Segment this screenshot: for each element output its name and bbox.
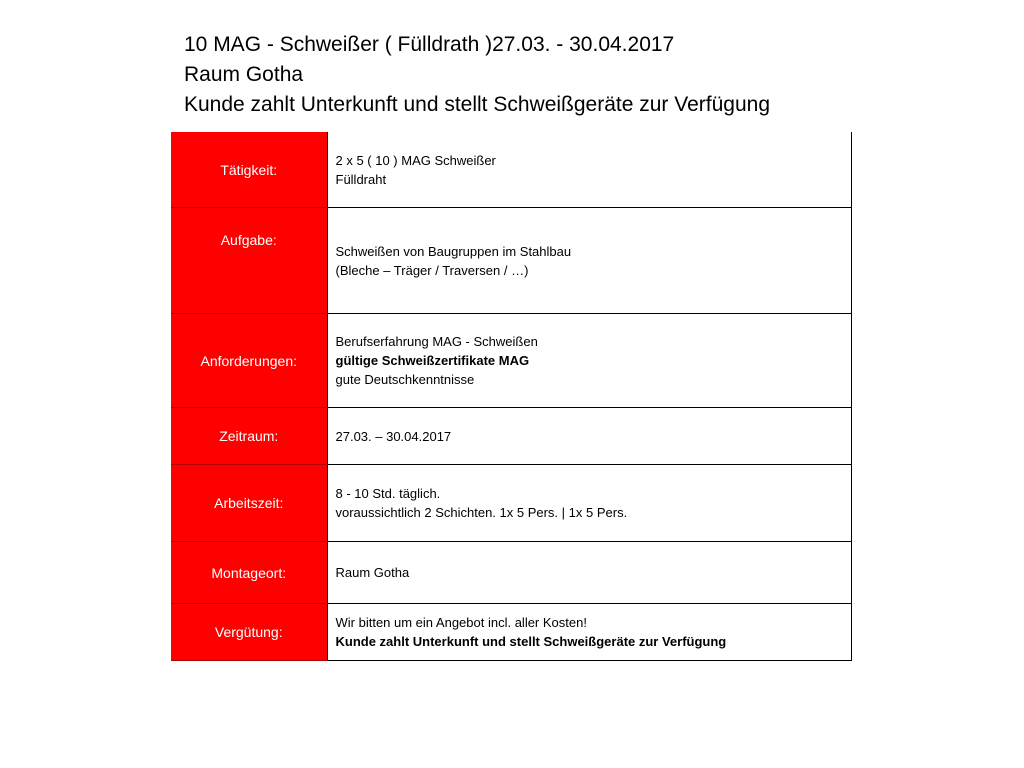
row-value-line: Raum Gotha — [335, 565, 410, 580]
table-row-montageort — [171, 542, 851, 604]
row-value-line: 27.03. – 30.04.2017 — [335, 428, 452, 444]
row-value-line: 2 x 5 ( 10 ) MAG Schweißer — [335, 152, 496, 168]
table-row-anforderungen — [171, 314, 851, 408]
row-label: Vergütung: — [214, 624, 283, 640]
row-value-line: Schweißen von Baugruppen im Stahlbau — [335, 243, 572, 259]
row-label: Zeitraum: — [219, 428, 279, 444]
row-label: Anforderungen: — [200, 352, 298, 369]
row-value-line: Fülldraht — [335, 171, 387, 187]
row-value-line: Wir bitten um ein Angebot incl. aller Kosten! — [335, 615, 587, 630]
row-value-line: gute Deutschkenntnisse — [335, 372, 475, 387]
row-value-line: (Bleche – Träger / Traversen / …) — [335, 262, 529, 278]
row-label-cell — [171, 314, 327, 408]
title-line-conditions: Kunde zahlt Unterkunft und stellt Schweißgeräte zur Verfügung — [184, 93, 771, 116]
row-label-cell — [171, 465, 327, 542]
row-label: Montageort: — [211, 564, 287, 581]
table-row-taetigkeit — [171, 132, 851, 208]
row-value-cell — [327, 542, 851, 604]
job-details-table — [171, 132, 852, 661]
row-label-cell — [171, 132, 327, 208]
table-row-verguetung — [171, 604, 851, 661]
row-value-cell — [327, 604, 851, 661]
row-value-cell — [327, 314, 851, 408]
row-label: Arbeitszeit: — [214, 495, 284, 511]
row-label: Aufgabe: — [220, 232, 277, 248]
table-row-zeitraum — [171, 408, 851, 465]
row-value-cell — [327, 132, 851, 208]
row-label: Tätigkeit: — [220, 161, 278, 178]
table-row-aufgabe — [171, 208, 851, 314]
title-line-location: Raum Gotha — [184, 63, 304, 86]
slide-title — [184, 30, 1004, 120]
row-label-cell — [171, 408, 327, 465]
title-line-job: 10 MAG - Schweißer ( Fülldrath )27.03. - 30.04.2017 — [184, 33, 675, 56]
row-label-cell — [171, 542, 327, 604]
row-value-line: 8 - 10 Std. täglich. — [335, 486, 441, 501]
row-value-line: voraussichtlich 2 Schichten. 1x 5 Pers. | 1x 5 Pers. — [335, 505, 628, 520]
row-value-line-bold: Kunde zahlt Unterkunft und stellt Schweißgeräte zur Verfügung — [335, 634, 727, 649]
row-label-cell — [171, 208, 327, 314]
row-value-cell — [327, 408, 851, 465]
row-value-line: Berufserfahrung MAG - Schweißen — [335, 334, 538, 349]
row-value-cell — [327, 208, 851, 314]
table-row-arbeitszeit — [171, 465, 851, 542]
row-label-cell — [171, 604, 327, 661]
row-value-line-bold: gültige Schweißzertifikate MAG — [335, 353, 530, 368]
row-value-cell — [327, 465, 851, 542]
